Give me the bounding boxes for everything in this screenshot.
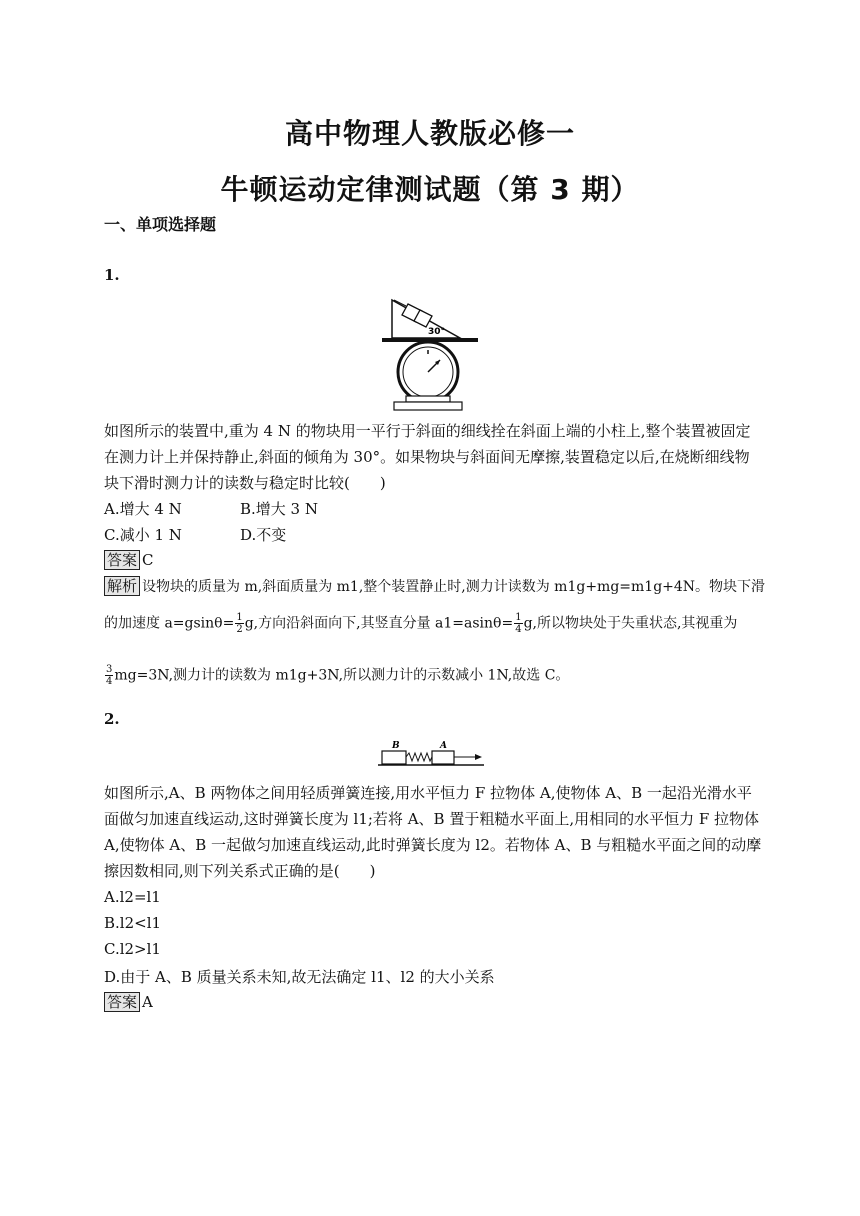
q2-option-c: C.l2>l1 [104,940,161,958]
fraction-quarter: $\frac{1}{4}$ [515,612,522,635]
q1-option-a: A.增大 4 N [104,500,182,518]
q2-answer [104,992,153,1012]
analysis-tag: 解析 [104,576,140,596]
svg-text:A: A [440,741,447,751]
page-subtitle: 牛顿运动定律测试题（第 3 期） [220,173,640,206]
answer-value: C [142,551,154,569]
scale-incline-figure [378,288,482,412]
q1-analysis-line-2 [104,612,737,635]
analysis-text-2c: g,所以物块处于失重状态,其视重为 [523,615,738,632]
analysis-text-1: 设物块的质量为 m,斜面质量为 m1,整个装置静止时,测力计读数为 m1g+mg=m1g+4N。物块下滑 [142,579,766,595]
question-1-text: 如图所示的装置中,重为 4 N 的物块用一平行于斜面的细线拴在斜面上端的小柱上,整个装置被固定在测力计上并保持静止,斜面的倾角为 30°。如果物块与斜面间无摩擦,装置稳定以后,在烧断细线物块下滑时测力计的读数与稳定时比较( ) [104,422,751,492]
svg-text:B: B [392,741,400,751]
answer-tag: 答案 [104,550,140,570]
page-title: 高中物理人教版必修一 [284,117,575,150]
spring-blocks-figure [378,738,484,770]
q1-analysis-line-1 [104,576,765,596]
q1-answer [104,550,154,570]
q1-analysis-line-3 [104,664,569,687]
question-1-number: 1. [104,266,120,284]
analysis-text-2b: g,方向沿斜面向下,其竖直分量 a1=asinθ= [244,615,514,632]
angle-label: 30° [428,327,446,337]
q1-option-b: B.增大 3 N [240,500,318,518]
answer-tag: 答案 [104,992,140,1012]
answer-value: A [142,993,153,1011]
question-2-text: 如图所示,A、B 两物体之间用轻质弹簧连接,用水平恒力 F 拉物体 A,使物体 A、B 一起沿光滑水平面做匀加速直线运动,这时弹簧长度为 l1;若将 A、B 置于粗糙水平面上,用相同的水平恒力 F 拉物体 A,使物体 A、B 一起做匀加速直线运动,此时弹簧长度为 l2。若物体 A、B 与粗糙水平面之间的动摩擦因数相同,则下列关系式正确的是( ) [104,784,762,880]
q2-option-b: B.l2<l1 [104,914,162,932]
q2-option-a: A.l2=l1 [104,888,161,906]
fraction-half: $\frac{1}{2}$ [236,612,243,635]
analysis-text-2a: 的加速度 a=gsinθ= [104,615,235,632]
fraction-three-quarter: $\frac{3}{4}$ [106,664,113,687]
section-heading: 一、单项选择题 [104,215,217,234]
analysis-text-3: mg=3N,测力计的读数为 m1g+3N,所以测力计的示数减小 1N,故选 C。 [114,667,570,684]
q2-option-d: D.由于 A、B 质量关系未知,故无法确定 l1、l2 的大小关系 [104,968,495,986]
question-2-number: 2. [104,710,120,728]
q1-option-d: D.不变 [240,526,287,544]
q1-option-c: C.减小 1 N [104,526,182,544]
